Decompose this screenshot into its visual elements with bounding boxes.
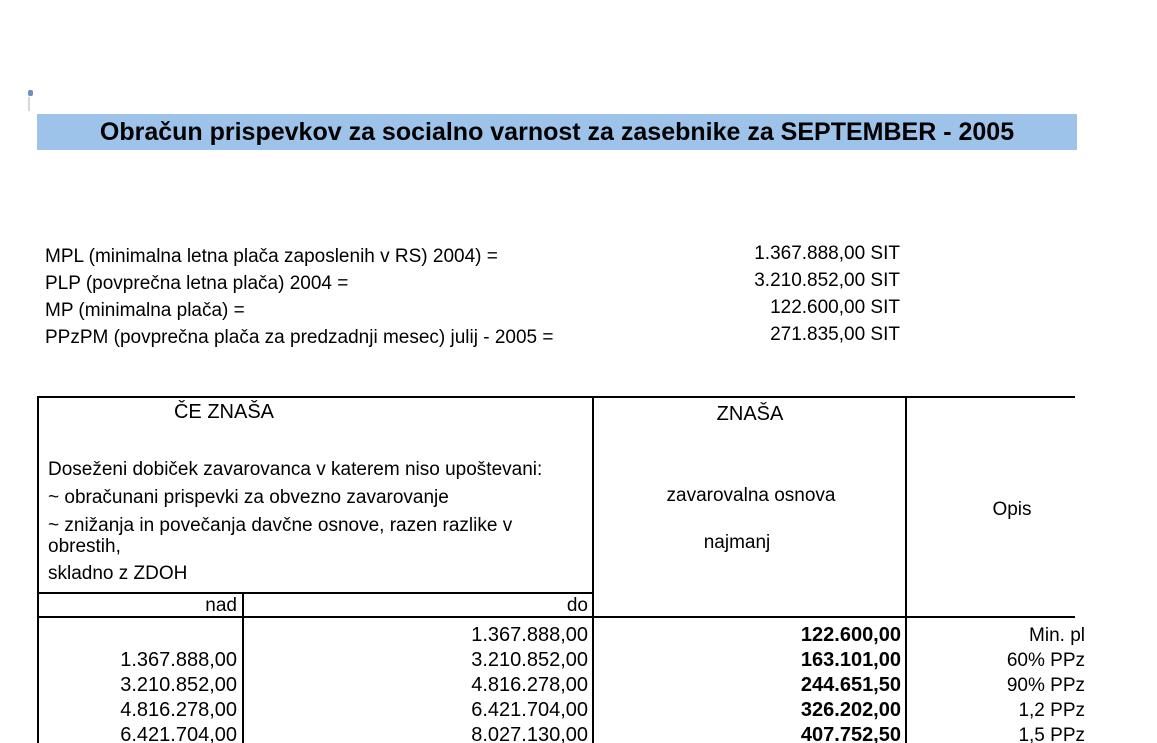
cell-nad: 3.210.852,00 [120,674,237,696]
cell-do: 1.367.888,00 [471,624,588,646]
header-description-line: ~ obračunani prispevki za obvezno zavarovanje [48,487,449,508]
cell-do: 3.210.852,00 [471,649,588,671]
cell-opis: 1,5 PPz [1018,725,1085,743]
cell-nad: 6.421.704,00 [120,724,237,743]
parameter-value: 122.600,00 SIT [770,297,900,318]
cell-nad: 1.367.888,00 [120,649,237,671]
table-border-top [37,396,1075,398]
parameter-label: MP (minimalna plača) = [45,300,245,321]
cell-opis: 1,2 PPz [1018,700,1085,721]
subheader-do: do [566,595,588,616]
cell-do: 6.421.704,00 [471,699,588,721]
table-border-subheader-top [37,592,594,594]
cell-osnova: 163.101,00 [800,649,901,671]
title-banner [37,114,1077,150]
parameter-value: 271.835,00 SIT [770,324,900,345]
header-description-line: ~ znižanja in povečanja davčne osnove, razen razlike v [48,515,513,536]
cell-do: 8.027.130,00 [471,724,588,743]
header-zavarovalna-osnova: zavarovalna osnova [666,485,836,506]
parameter-label: MPL (minimalna letna plača zaposlenih v RS) 2004) = [45,246,498,267]
header-ce-znasa: ČE ZNAŠA [173,401,275,423]
cell-do: 4.816.278,00 [471,674,588,696]
cell-osnova: 244.651,50 [800,674,901,696]
subheader-nad: nad [205,595,237,616]
header-opis: Opis [992,499,1032,520]
header-description-line: obrestih, [48,536,121,557]
parameter-label: PLP (povprečna letna plača) 2004 = [45,273,349,294]
header-description-line: skladno z ZDOH [48,563,188,584]
cell-osnova: 122.600,00 [800,624,901,646]
parameter-label: PPzPM (povprečna plača za predzadnji mesec) julij - 2005 = [45,327,554,348]
header-najmanj: najmanj [703,532,771,553]
parameter-value: 1.367.888,00 SIT [754,243,900,264]
parameter-value: 3.210.852,00 SIT [754,270,900,291]
header-description-line: Doseženi dobiček zavarovanca v katerem niso upoštevani: [48,459,543,480]
cell-opis: 90% PPz [1006,675,1085,696]
table-border-nad-do-divider [242,592,244,743]
page-title: Obračun prispevkov za socialno varnost za zasebnike za SEPTEMBER - 2005 [99,117,1015,146]
cell-nad: 4.816.278,00 [120,699,237,721]
stray-mark [28,90,33,96]
cell-opis: Min. pl [1029,625,1085,646]
cell-opis: 60% PPz [1006,650,1085,671]
table-border-left [37,396,39,743]
table-border-col1-col2-divider [592,396,594,743]
header-znasa: ZNAŠA [716,403,784,425]
cell-osnova: 407.752,50 [800,724,901,743]
cell-osnova: 326.202,00 [800,699,901,721]
stray-mark [28,97,30,111]
